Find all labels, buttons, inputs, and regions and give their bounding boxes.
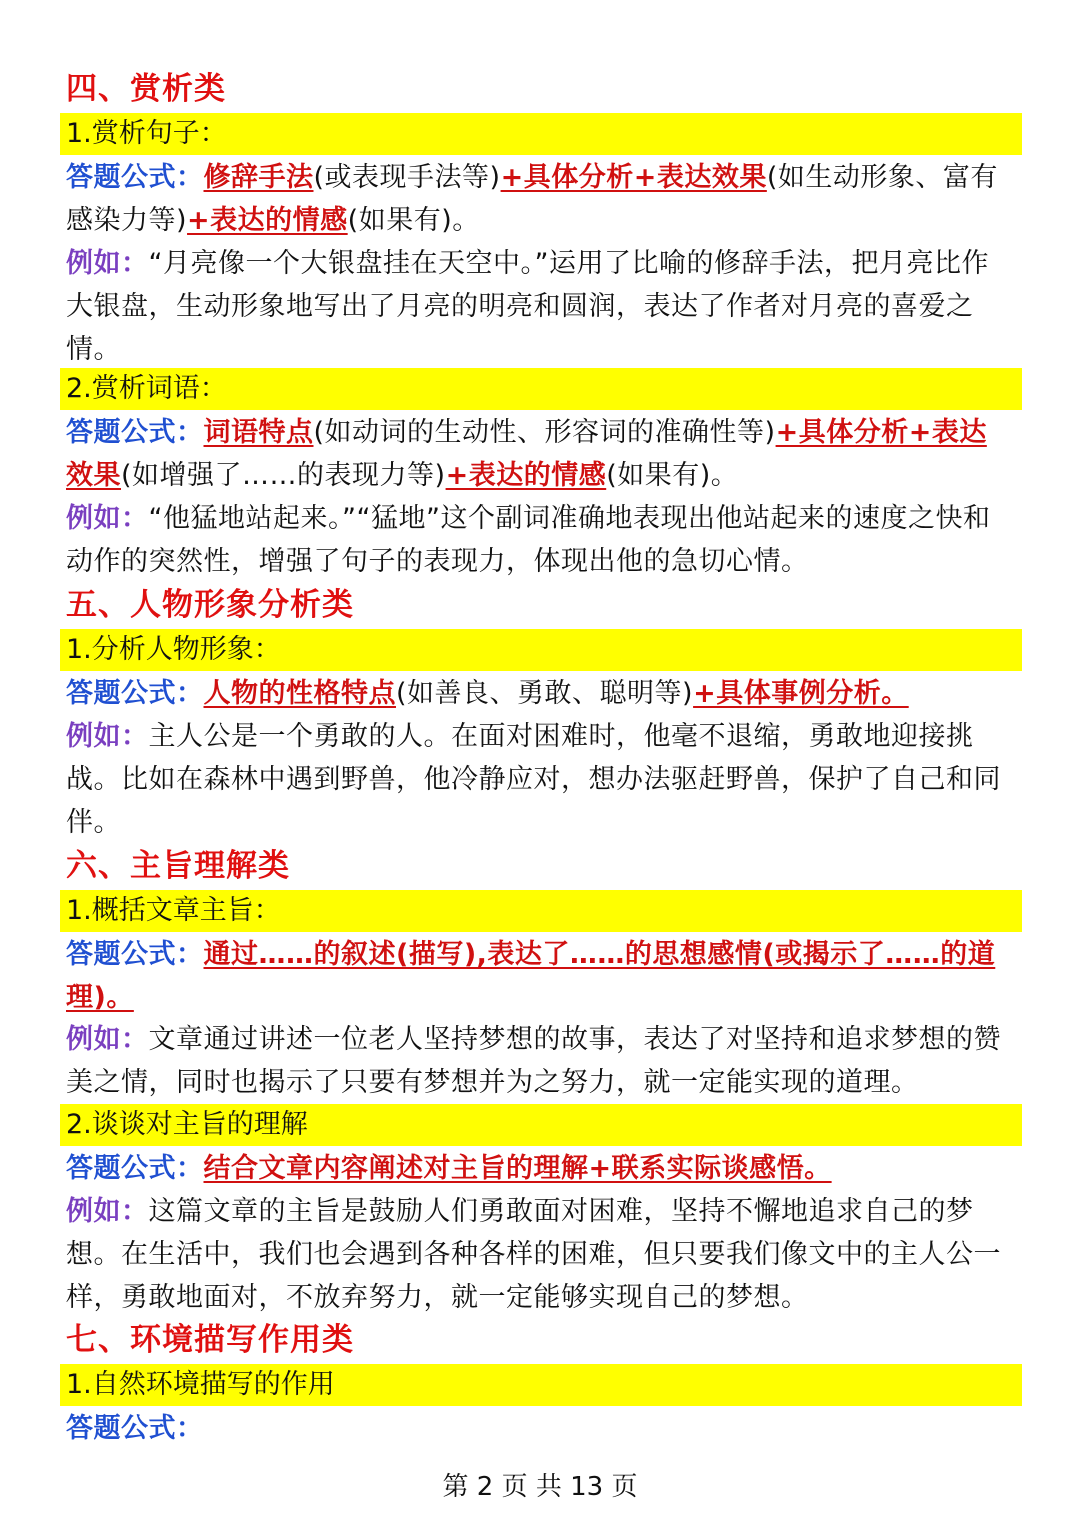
formula-note: (如动词的生动性、形容词的准确性等) [313, 417, 776, 448]
formula-key: +具体分析+表达效果 [500, 162, 767, 193]
example-text: 这篇文章的主旨是鼓励人们勇敢面对困难，坚持不懈地追求自己的梦想。在生活中，我们也会遇到各种各样的困难，但只要我们像文中的主人公一样，勇敢地面对，不放弃努力，就一定能够实现自己的梦想。 [66, 1196, 1001, 1313]
example-label: 例如： [66, 503, 149, 534]
section-heading-6: 六、主旨理解类 [66, 848, 290, 884]
subsection-title-4-1: 1.赏析句子： [60, 113, 1022, 155]
example-paragraph-6-1 [66, 1018, 1014, 1104]
example-label: 例如： [66, 721, 149, 752]
formula-paragraph-6-2 [66, 1147, 1014, 1190]
formula-note: (或表现手法等) [313, 162, 501, 193]
formula-label: 答题公式： [66, 1153, 204, 1184]
subsection-title-7-1: 1.自然环境描写的作用 [60, 1364, 1022, 1406]
subsection-title-6-1: 1.概括文章主旨： [60, 890, 1022, 932]
example-paragraph-5-1 [66, 715, 1014, 844]
formula-label: 答题公式： [66, 678, 204, 709]
example-label: 例如： [66, 248, 149, 279]
formula-label: 答题公式： [66, 162, 204, 193]
formula-paragraph-6-1 [66, 933, 1014, 1019]
formula-key: +表达的情感 [187, 205, 348, 236]
page-number-footer: 第 2 页 共 13 页 [442, 1472, 638, 1502]
formula-paragraph-5-1 [66, 672, 1014, 715]
example-text: 主人公是一个勇敢的人。在面对困难时，他毫不退缩，勇敢地迎接挑战。比如在森林中遇到野兽，他冷静应对，想办法驱赶野兽，保护了自己和同伴。 [66, 721, 1001, 838]
formula-key: 结合文章内容阐述对主旨的理解+联系实际谈感悟。 [203, 1153, 832, 1184]
formula-label: 答题公式： [66, 939, 204, 970]
formula-note: (如果有)。 [606, 460, 739, 491]
formula-note: (如善良、勇敢、聪明等) [396, 678, 694, 709]
formula-note: (如生动形象、富有感染力等) [66, 162, 998, 236]
example-text: 文章通过讲述一位老人坚持梦想的故事，表达了对坚持和追求梦想的赞美之情，同时也揭示了只要有梦想并为之努力，就一定能实现的道理。 [66, 1024, 1001, 1098]
formula-label: 答题公式： [66, 1413, 204, 1444]
formula-key: 修辞手法 [203, 162, 314, 193]
example-text: “他猛地站起来。”“猛地”这个副词准确地表现出他站起来的速度之快和动作的突然性，增强了句子的表现力，体现出他的急切心情。 [66, 503, 991, 577]
formula-key: +具体事例分析。 [693, 678, 909, 709]
example-label: 例如： [66, 1024, 149, 1055]
formula-paragraph-4-1 [66, 156, 1014, 242]
formula-key: 通过……的叙述(描写),表达了……的思想感情(或揭示了……的道理)。 [66, 939, 996, 1013]
subsection-title-6-2: 2.谈谈对主旨的理解 [60, 1104, 1022, 1146]
section-heading-7: 七、环境描写作用类 [66, 1322, 354, 1358]
example-label: 例如： [66, 1196, 149, 1227]
formula-paragraph-7-1 [66, 1407, 1014, 1450]
formula-label: 答题公式： [66, 417, 204, 448]
subsection-title-5-1: 1.分析人物形象： [60, 629, 1022, 671]
section-heading-5: 五、人物形象分析类 [66, 587, 354, 623]
formula-key: +具体分析+表达效果 [66, 417, 987, 491]
example-paragraph-4-1 [66, 242, 1014, 371]
formula-paragraph-4-2 [66, 411, 1014, 497]
formula-key: +表达的情感 [445, 460, 607, 491]
example-paragraph-4-2 [66, 497, 1014, 583]
section-heading-4: 四、赏析类 [66, 71, 226, 107]
example-text: “月亮像一个大银盘挂在天空中。”运用了比喻的修辞手法，把月亮比作大银盘，生动形象地写出了月亮的明亮和圆润，表达了作者对月亮的喜爱之情。 [66, 248, 989, 365]
subsection-title-4-2: 2.赏析词语： [60, 368, 1022, 410]
formula-key: 词语特点 [203, 417, 314, 448]
formula-key: 人物的性格特点 [203, 678, 396, 709]
formula-note: (如果有)。 [347, 205, 480, 236]
formula-note: (如增强了……的表现力等) [121, 460, 446, 491]
example-paragraph-6-2 [66, 1190, 1014, 1319]
